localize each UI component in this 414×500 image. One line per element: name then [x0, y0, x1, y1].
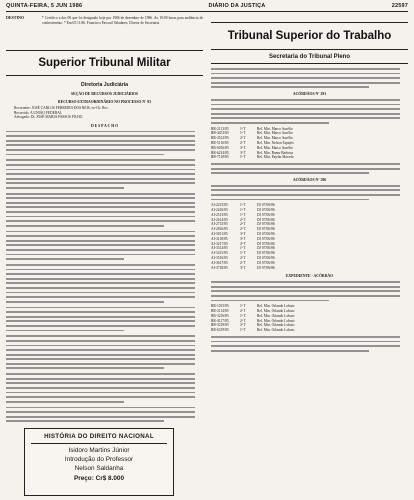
- list-cell: 1ª T: [240, 131, 246, 136]
- section-a-tail: [211, 163, 408, 174]
- list-cell: DJ 07/06/86: [257, 246, 275, 251]
- list-cell: Rel. Min. Orlando Lobato: [257, 328, 295, 333]
- list-cell: RR-2114/85: [211, 308, 229, 313]
- despacho-title: D E S P A C H O: [90, 123, 119, 128]
- list-cell: 1ª T: [240, 155, 246, 160]
- intro-text: [211, 68, 408, 88]
- section-b-title: ACÓRDÃOS Nº 296: [292, 178, 327, 183]
- list-cell: Rel. Min. Ranor Barbosa: [257, 150, 294, 155]
- court-title-tst: Tribunal Superior do Trabalho: [211, 22, 408, 50]
- list-cell: 2ª T: [240, 140, 246, 145]
- list-cell: AI-3011/85: [211, 232, 228, 237]
- list-cell: RR-1015/85: [211, 304, 229, 309]
- ad-introducer: Nelson Saldanha: [74, 465, 124, 472]
- list-cell: AI-3415/85: [211, 251, 228, 256]
- list-cell: DJ 07/06/86: [257, 236, 275, 241]
- list-cell: AI-3217/85: [211, 241, 228, 246]
- list-cell: DJ 07/06/86: [257, 241, 275, 246]
- ad-title: HISTÓRIA DO DIREITO NACIONAL: [31, 433, 167, 444]
- list-cell: 3ª T: [240, 150, 246, 155]
- list-cell: 2ª T: [240, 227, 246, 232]
- list-cell: 2ª T: [240, 308, 246, 313]
- list-cell: Rel. Min. Marco Aurélio: [257, 126, 293, 131]
- header-page-number: 22597: [391, 2, 408, 9]
- list-cell: 1ª T: [240, 126, 246, 131]
- list-cell: AI-3516/85: [211, 256, 228, 261]
- list-cell: 2ª T: [240, 136, 246, 141]
- list-cell: DJ 07/06/86: [257, 208, 275, 213]
- list-cell: DJ 07/06/86: [257, 260, 275, 265]
- case-line: RECURSO EXTRAORDINÁRIO NO PROCESSO Nº 93: [57, 100, 152, 104]
- list-cell: 2ª T: [240, 256, 246, 261]
- right-column: [211, 14, 408, 498]
- section-c-list: [211, 304, 408, 333]
- list-cell: AI-2215/85: [211, 203, 228, 208]
- list-cell: 1ª T: [240, 203, 246, 208]
- list-cell: RR-5116/85: [211, 140, 229, 145]
- list-cell: DJ 07/06/86: [257, 212, 275, 217]
- list-cell: 1ª T: [240, 208, 246, 213]
- list-cell: Rel. Min. Orlando Lobato: [257, 318, 295, 323]
- list-cell: RR-4117/85: [211, 318, 229, 323]
- court-title-stm: Superior Tribunal Militar: [6, 50, 203, 76]
- list-cell: AI-3118/85: [211, 236, 228, 241]
- list-cell: Rel. Min. Orlando Lobato: [257, 308, 295, 313]
- department-title: Diretoria Judiciária: [81, 82, 128, 88]
- list-cell: 3ª T: [240, 323, 246, 328]
- list-cell: Rel. Min. Orlando Lobato: [257, 313, 295, 318]
- section-b-text: [211, 185, 408, 201]
- list-cell: DJ 07/06/86: [257, 265, 275, 270]
- body-text-block: [6, 131, 203, 423]
- list-cell: Rel. Min. Nelson Tapajós: [257, 140, 294, 145]
- list-cell: Rel. Min. Marco Aurélio: [257, 145, 293, 150]
- header-publication: DIÁRIO DA JUSTIÇA: [208, 2, 266, 9]
- list-cell: 2ª T: [240, 318, 246, 323]
- list-cell: DJ 07/06/86: [257, 227, 275, 232]
- left-column: [6, 14, 203, 498]
- list-cell: DJ 07/06/86: [257, 251, 275, 256]
- list-cell: 1ª T: [240, 313, 246, 318]
- list-item: [211, 155, 408, 160]
- top-note: [6, 14, 203, 42]
- list-cell: 2ª T: [240, 222, 246, 227]
- section-a-title: ACÓRDÃOS Nº 291: [292, 92, 327, 97]
- list-cell: 1ª T: [240, 304, 246, 309]
- list-item: [211, 328, 408, 333]
- list-cell: AI-2416/85: [211, 208, 228, 213]
- list-cell: DJ 07/06/86: [257, 222, 275, 227]
- list-cell: 1ª T: [240, 328, 246, 333]
- top-note-text: * Certifico a dos 08 que foi designado hoje por 1986 de dezembro de 1986. Ao 19:00 horas para audiência de conhecimento. * Em 05.11.86. Francisco Pascoal Valadares, Diretor de Secretaria.: [42, 16, 203, 25]
- list-cell: RR-2113/85: [211, 126, 229, 131]
- list-cell: 1ª T: [240, 251, 246, 256]
- book-advertisement[interactable]: [24, 428, 174, 496]
- ad-author: Isidoro Martins Júnior: [68, 447, 130, 454]
- list-cell: 2ª T: [240, 217, 246, 222]
- party-3: Advogado: Dr. JOSÉ MARIA PASSOS FILHO: [14, 115, 83, 120]
- list-cell: Rel. Min. Marco Aurélio: [257, 136, 293, 141]
- list-cell: RR-6016/85: [211, 145, 229, 150]
- section-c-title: EXPEDIENTE - ACÓRDÃO: [285, 274, 334, 279]
- page-header: [6, 0, 408, 12]
- list-cell: AI-3718/85: [211, 265, 228, 270]
- list-cell: AI-2614/85: [211, 217, 228, 222]
- list-cell: DJ 07/06/86: [257, 217, 275, 222]
- list-cell: 3ª T: [240, 232, 246, 237]
- top-note-label: DESTINO: [6, 15, 25, 20]
- list-cell: RR-6214/85: [211, 150, 229, 155]
- section-c-text: [211, 281, 408, 301]
- list-cell: DJ 07/06/86: [257, 256, 275, 261]
- section-a-text: [211, 99, 408, 124]
- secretaria-title: Secretaria do Tribunal Pleno: [211, 54, 408, 64]
- list-cell: 2ª T: [240, 260, 246, 265]
- list-cell: RR-3216/85: [211, 313, 229, 318]
- section-a-list: [211, 127, 408, 161]
- list-cell: Rel. Min. Pajehu Macedo: [257, 155, 294, 160]
- list-cell: RR-4512/85: [211, 136, 229, 141]
- list-cell: RR-5218/85: [211, 323, 229, 328]
- list-item: [211, 266, 408, 271]
- list-cell: 3ª T: [240, 236, 246, 241]
- columns: [6, 14, 408, 498]
- list-cell: 3ª T: [240, 265, 246, 270]
- list-cell: AI-3617/85: [211, 260, 228, 265]
- ad-price: Preço: Cr$ 8.000: [73, 475, 125, 482]
- list-cell: AI-2513/85: [211, 212, 228, 217]
- list-cell: RR-7118/85: [211, 155, 229, 160]
- list-cell: 1ª T: [240, 212, 246, 217]
- list-cell: AI-2715/85: [211, 222, 228, 227]
- list-cell: Rel. Min. Orlando Lobato: [257, 304, 295, 309]
- list-cell: DJ 07/06/86: [257, 203, 275, 208]
- list-cell: 3ª T: [240, 145, 246, 150]
- party-2: Recorrido: A UNIÃO FEDERAL: [14, 110, 63, 115]
- section-c-tail: [211, 336, 408, 352]
- list-cell: AI-2816/85: [211, 227, 228, 232]
- list-cell: RR-4451/85: [211, 131, 229, 136]
- list-cell: 1ª T: [240, 246, 246, 251]
- list-cell: DJ 07/06/86: [257, 232, 275, 237]
- list-cell: Rel. Min. Orlando Lobato: [257, 323, 295, 328]
- list-cell: AI-3314/85: [211, 246, 228, 251]
- list-cell: RR-6319/85: [211, 328, 229, 333]
- section-b-list: [211, 203, 408, 270]
- ad-subtitle: Introdução do Professor: [64, 456, 134, 463]
- header-date: QUINTA-FEIRA, 5 JUN 1986: [6, 2, 83, 9]
- party-1: Recorrente: JOSÉ CARLOS FERREIRA DOS REIS, ex-Cb. Rec.: [14, 106, 109, 110]
- list-cell: Rel. Min. Marco Aurélio: [257, 131, 293, 136]
- section-title: SEÇÃO DE RECURSOS JUDICIÁRIOS: [71, 92, 138, 96]
- list-cell: 3ª T: [240, 241, 246, 246]
